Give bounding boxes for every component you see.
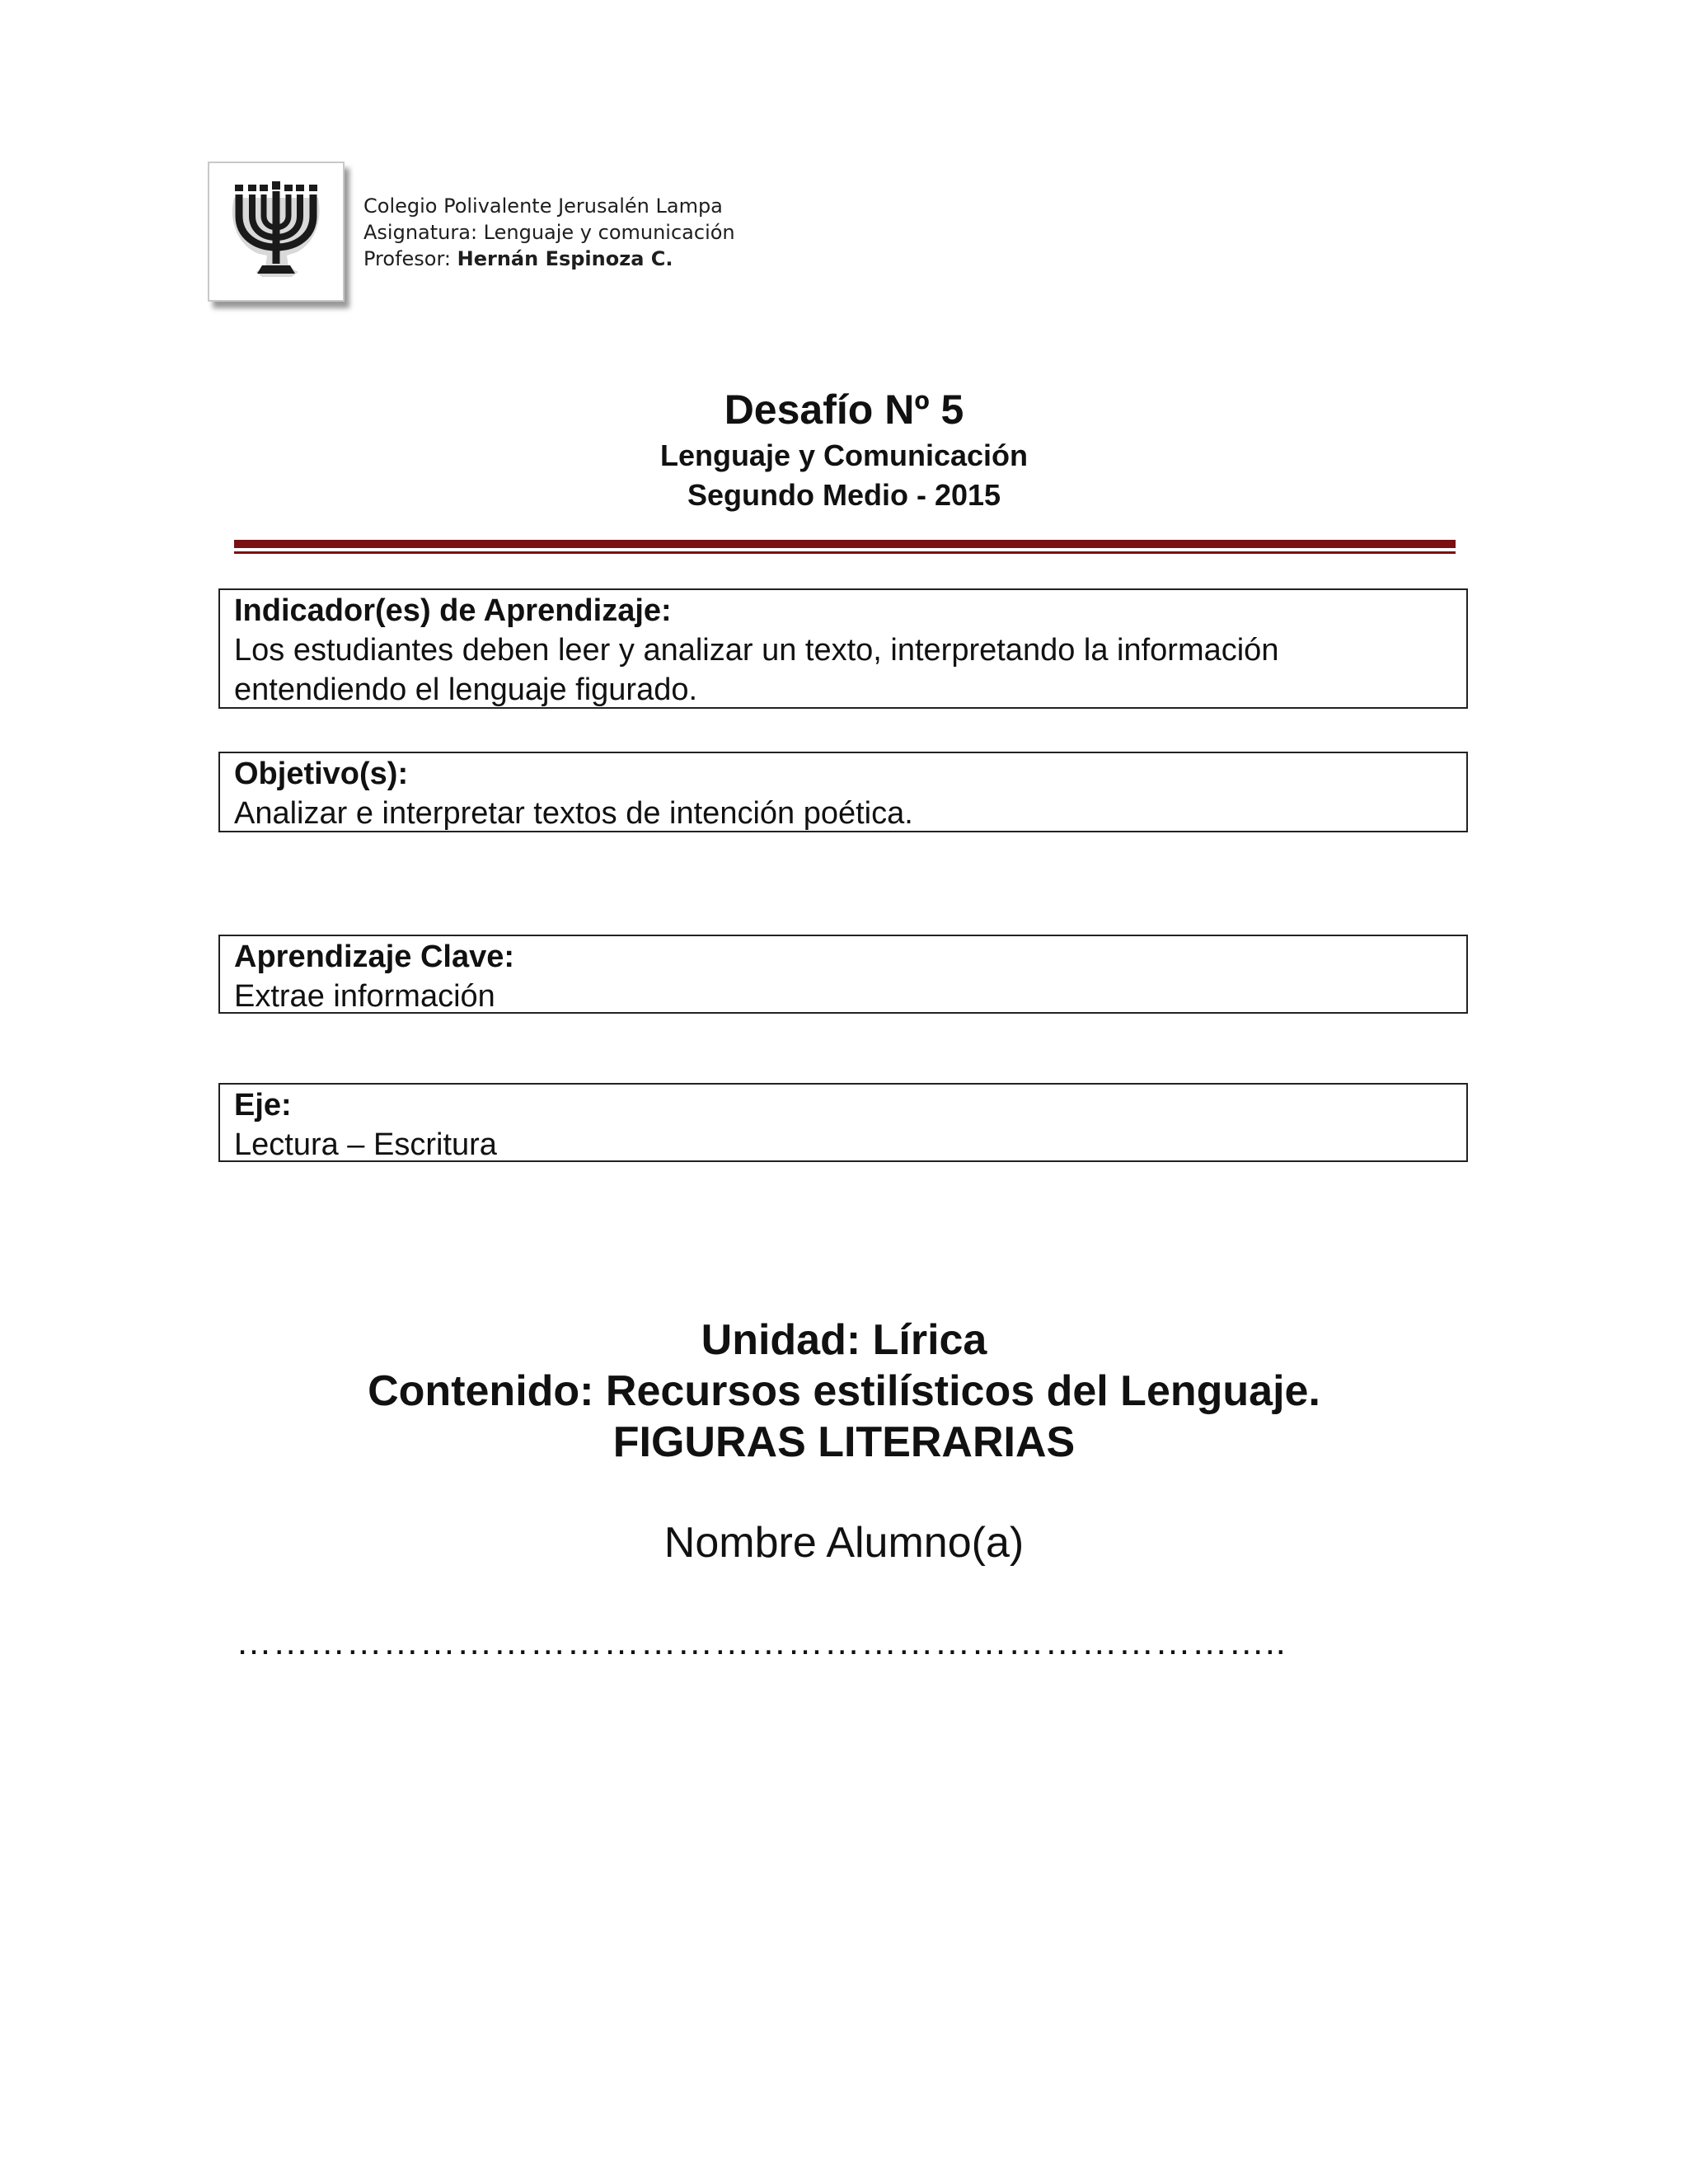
- document-subject: Lenguaje y Comunicación: [659, 438, 1029, 472]
- indicador-label: Indicador(es) de Aprendizaje:: [234, 593, 672, 628]
- teacher-name: Hernán Espinoza C.: [457, 247, 673, 270]
- title-divider-thick: [234, 540, 1456, 548]
- document-course: Segundo Medio - 2015: [687, 478, 1001, 512]
- eje-label: Eje:: [234, 1088, 292, 1122]
- unit-content: Contenido: Recursos estilísticos del Lenguaje.: [368, 1367, 1320, 1415]
- aprendizaje-box: [218, 935, 1468, 1014]
- school-name: Colegio Polivalente Jerusalén Lampa: [363, 194, 723, 218]
- aprendizaje-text: Extrae información: [234, 979, 495, 1014]
- teacher-line: [363, 246, 735, 272]
- school-info: [363, 193, 735, 272]
- teacher-prefix: Profesor:: [363, 247, 457, 270]
- eje-box: [218, 1083, 1468, 1162]
- subject-line: Asignatura: Lenguaje y comunicación: [363, 221, 735, 244]
- student-name-line[interactable]: …………………………………………………………………………..: [236, 1622, 1287, 1662]
- objetivo-label: Objetivo(s):: [234, 757, 409, 791]
- document-title: Desafío Nº 5: [724, 387, 964, 433]
- aprendizaje-label: Aprendizaje Clave:: [234, 940, 514, 974]
- unit-topic: FIGURAS LITERARIAS: [612, 1418, 1076, 1466]
- title-divider-thin: [234, 551, 1456, 554]
- objetivo-box: [218, 752, 1468, 832]
- indicador-text-line1: Los estudiantes deben leer y analizar un texto, interpretando la información: [234, 633, 1279, 668]
- eje-text: Lectura – Escritura: [234, 1127, 497, 1162]
- indicador-text-line2: entendiendo el lenguaje figurado.: [234, 673, 698, 707]
- objetivo-text: Analizar e interpretar textos de intención poética.: [234, 796, 913, 831]
- menorah-logo-icon: [223, 175, 330, 287]
- student-name-label: Nombre Alumno(a): [663, 1519, 1025, 1567]
- indicador-box: [218, 588, 1468, 709]
- unit-title: Unidad: Lírica: [701, 1316, 987, 1364]
- school-logo: [208, 162, 345, 302]
